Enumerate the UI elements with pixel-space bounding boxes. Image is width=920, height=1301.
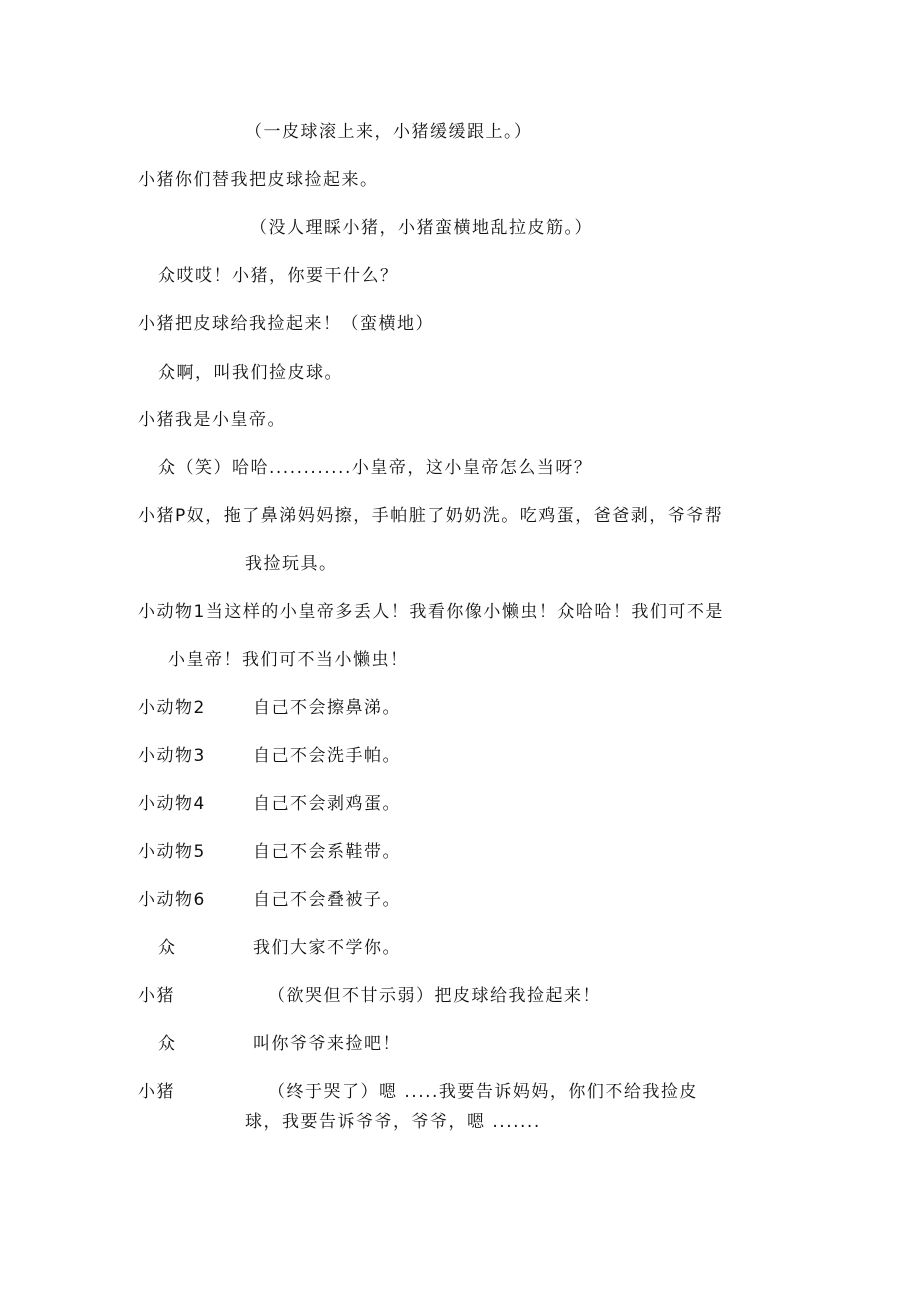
dialogue-line <box>138 792 401 816</box>
speech-text: （欲哭但不甘示弱）把皮球给我捡起来！ <box>268 986 601 1006</box>
speech-text: 自己不会系鞋带。 <box>253 842 401 862</box>
dialogue-line <box>158 1032 401 1056</box>
dialogue-line: 小动物1当这样的小皇帝多丢人！我看你像小懒虫！众哈哈！我们可不是 <box>138 602 724 622</box>
dialogue-line: 小猪我是小皇帝。 <box>138 410 286 430</box>
speech-text: 我们大家不学你。 <box>253 938 401 958</box>
speaker-name: 小动物2 <box>138 698 206 718</box>
speech-text: 自己不会剥鸡蛋。 <box>253 794 401 814</box>
dialogue-line-continuation: 球，我要告诉爷爷，爷爷，嗯 ....... <box>245 1112 541 1132</box>
dialogue-line: 小猪把皮球给我捡起来！（蛮横地） <box>138 314 434 334</box>
dialogue-line: 众（笑）哈哈............小皇帝，这小皇帝怎么当呀？ <box>158 458 593 478</box>
stage-direction: （一皮球滚上来，小猪缓缓跟上。） <box>245 122 533 142</box>
speech-text: 自己不会擦鼻涕。 <box>253 698 401 718</box>
dialogue-line <box>158 936 401 960</box>
dialogue-line: 众啊，叫我们捡皮球。 <box>158 363 343 383</box>
dialogue-line-continuation: 小皇帝！我们可不当小懒虫！ <box>168 650 409 670</box>
dialogue-line <box>138 984 601 1008</box>
speaker-name: 小猪 <box>138 986 175 1006</box>
speaker-name: 众 <box>158 1034 177 1054</box>
dialogue-line <box>138 888 401 912</box>
speech-text: （终于哭了）嗯 .....我要告诉妈妈，你们不给我捡皮 <box>268 1082 698 1102</box>
speech-text: 自己不会叠被子。 <box>253 890 401 910</box>
stage-direction: （没人理睬小猪，小猪蛮横地乱拉皮筋。） <box>250 218 593 238</box>
dialogue-line-continuation: 我捡玩具。 <box>245 554 338 574</box>
speech-text: 自己不会洗手帕。 <box>253 746 401 766</box>
dialogue-line <box>138 840 401 864</box>
speaker-name: 小动物5 <box>138 842 206 862</box>
speaker-name: 众 <box>158 938 177 958</box>
dialogue-line: 小猪P奴，拖了鼻涕妈妈擦，手帕脏了奶奶洗。吃鸡蛋，爸爸剥，爷爷帮 <box>138 506 724 526</box>
speaker-name: 小猪 <box>138 1082 175 1102</box>
speaker-name: 小动物4 <box>138 794 206 814</box>
dialogue-line <box>138 744 401 768</box>
speaker-name: 小动物3 <box>138 746 206 766</box>
speaker-name: 小动物6 <box>138 890 206 910</box>
speech-text: 叫你爷爷来捡吧！ <box>253 1034 401 1054</box>
dialogue-line: 众哎哎！小猪，你要干什么？ <box>158 266 399 286</box>
dialogue-line <box>138 696 401 720</box>
dialogue-line <box>138 1080 698 1104</box>
dialogue-line: 小猪你们替我把皮球捡起来。 <box>138 170 379 190</box>
